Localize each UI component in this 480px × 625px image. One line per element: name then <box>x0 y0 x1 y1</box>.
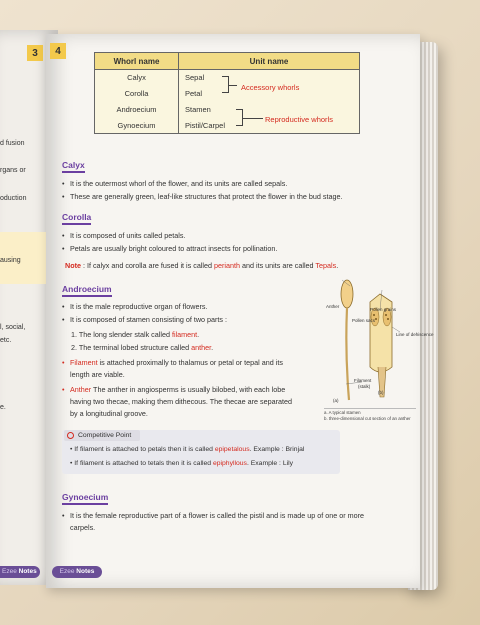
corolla-bullet: • It is composed of units called petals. <box>62 231 186 240</box>
table-row: Gynoecium Pistil/Carpel <box>95 118 360 134</box>
figure-label-anther: Anther <box>326 304 340 309</box>
left-fragment: e. <box>0 404 6 411</box>
gynoecium-heading: Gynoecium <box>62 492 108 505</box>
footer-brand-badge: Ezee Notes <box>52 566 102 578</box>
calyx-heading: Calyx <box>62 160 85 173</box>
accessory-bracket <box>222 76 229 93</box>
androecium-bullet: • It is the male reproductive organ of flowers. <box>62 302 208 311</box>
table-row: Calyx Sepal <box>95 70 360 86</box>
right-page-number: 4 <box>50 43 66 59</box>
left-footer-badge: Ezee Notes <box>0 566 40 578</box>
figure-label-pollen-sacs: Pollen sacs <box>352 318 376 323</box>
table-row: Corolla Petal <box>95 86 360 102</box>
anther-bullet: • Anther The anther in angiosperms is usually bilobed, with each lobe <box>62 385 286 394</box>
reproductive-whorls-label: Reproductive whorls <box>265 115 333 124</box>
left-page-number: 3 <box>27 45 43 61</box>
competitive-point-line: • If filament is attached to petals then it is called epipetalous. Example : Brinjal <box>70 446 305 453</box>
left-fragment: ausing <box>0 257 21 264</box>
calyx-bullet: • These are generally green, leaf-like structures that protect the flower in the bud stage. <box>62 192 343 201</box>
calyx-bullet: • It is the outermost whorl of the flower, and its units are called sepals. <box>62 179 288 188</box>
check-circle-icon <box>67 432 74 439</box>
figure-label-a: (a) <box>333 398 339 403</box>
figure-label-pollen-grains: Pollen grains <box>370 307 397 312</box>
corolla-bullet: • Petals are usually bright coloured to attract insects for pollination. <box>62 244 278 253</box>
left-fragment: oduction <box>0 195 27 202</box>
figure-caption: a. A typical stamen b. three-dimensional cut section of an anther <box>324 408 416 422</box>
table-header-whorl: Whorl name <box>95 53 179 70</box>
figure-label-filament-stalk: (stalk) <box>358 384 371 389</box>
reproductive-bracket-tick <box>243 118 263 119</box>
left-fragment: l, social, <box>0 324 26 331</box>
reproductive-bracket <box>236 109 243 126</box>
table-header-unit: Unit name <box>179 53 360 70</box>
anther-bullet-cont: having two thecae, making them dithecous. The thecae are separated <box>70 397 293 406</box>
figure-label-line-of-dehiscence: Line of dehiscence <box>396 332 434 337</box>
androecium-numbered-item: 1. The long slender stalk called filament. <box>71 330 200 339</box>
figure-label-b: (b) <box>378 390 384 395</box>
corolla-note: Note : If calyx and corolla are fused it is called perianth and its units are called Tepals. <box>65 261 339 270</box>
gynoecium-bullet-cont: carpels. <box>70 523 96 532</box>
left-fragment: d fusion <box>0 140 25 147</box>
filament-bullet: • Filament is attached proximally to thalamus or petal or tepal and its <box>62 358 283 367</box>
figure-label-filament: Filament <box>354 378 372 383</box>
androecium-heading: Androecium <box>62 284 112 297</box>
competitive-point-line: • If filament is attached to tetals then it is called epiphyllous. Example : Lily <box>70 460 294 467</box>
anther-bullet-cont: by a longitudinal groove. <box>70 409 148 418</box>
accessory-whorls-label: Accessory whorls <box>241 83 300 92</box>
corolla-heading: Corolla <box>62 212 91 225</box>
left-fragment: rgans or <box>0 167 26 174</box>
androecium-bullet: • It is composed of stamen consisting of two parts : <box>62 315 227 324</box>
competitive-point-title: Competitive Point <box>64 430 140 441</box>
filament-bullet-cont: length are viable. <box>70 370 125 379</box>
gynoecium-bullet: • It is the female reproductive part of a flower is called the pistil and is made up of one or more <box>62 511 365 520</box>
accessory-bracket-tick <box>229 85 237 86</box>
androecium-numbered-item: 2. The terminal lobed structure called anther. <box>71 343 214 352</box>
table-row: Androecium Stamen <box>95 102 360 118</box>
left-fragment: etc. <box>0 337 12 344</box>
